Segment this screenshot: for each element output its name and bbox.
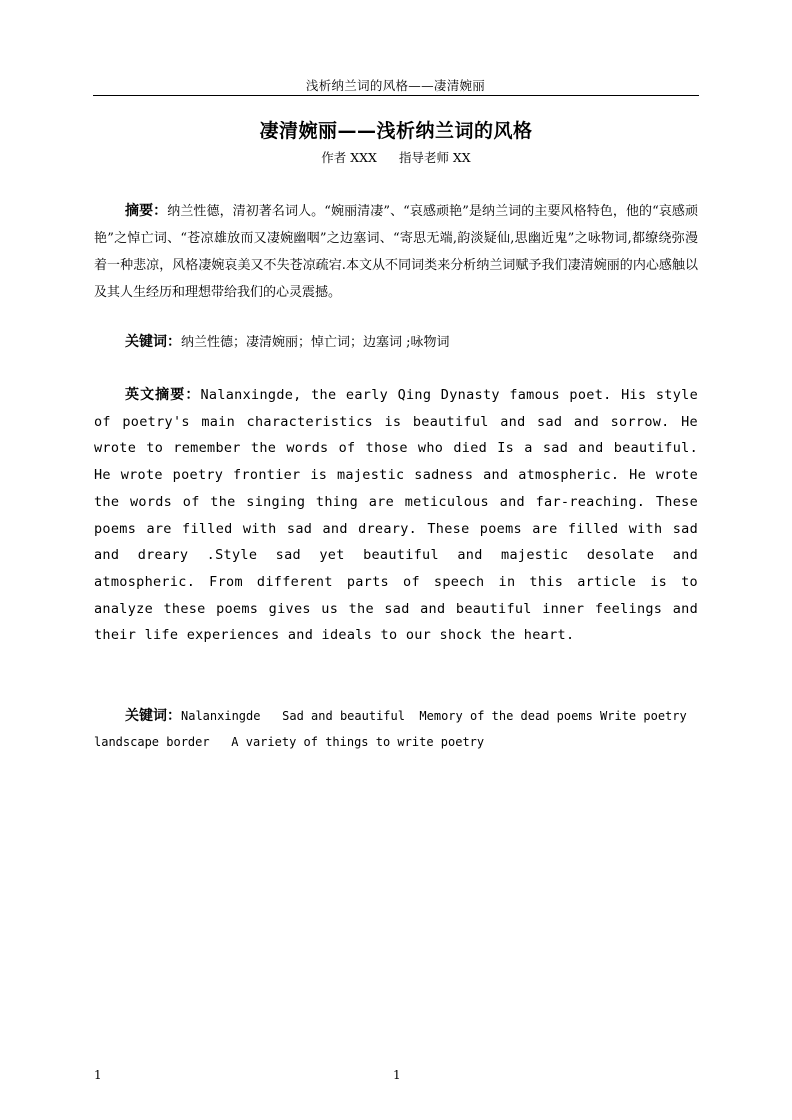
author: 作者 XXX xyxy=(321,150,377,165)
english-keywords xyxy=(94,703,698,755)
page-number: 1 xyxy=(393,1068,401,1082)
english-abstract-text: Nalanxingde, the early Qing Dynasty famous poet. His style of poetry's main characteristics is beautiful and sad and sorrow. He wrote to remember the words of those who died Is a sad and beautiful. He wrote poetry frontier is majestic sadness and atmospheric. He wrote the words of the singing thing are meticulous and far-reaching. These poems are filled with sad and dreary. These poems are filled with sad and dreary .Style sad yet beautiful and majestic desolate and atmospheric. From different parts of speech in this article is to analyze these poems gives us the sad and beautiful inner feelings and their life experiences and ideals to our shock the heart. xyxy=(94,387,699,644)
header-divider xyxy=(93,95,699,96)
running-header: 浅析纳兰词的风格——凄清婉丽 xyxy=(305,78,486,93)
chinese-keywords-label: 关键词： xyxy=(125,334,181,350)
english-abstract-label: 英文摘要： xyxy=(125,387,201,403)
byline xyxy=(93,148,699,166)
chinese-keywords xyxy=(94,330,698,355)
chinese-abstract-label: 摘要： xyxy=(125,203,168,219)
english-abstract xyxy=(94,382,698,649)
english-keywords-text: Nalanxingde Sad and beautiful Memory of the dead poems Write poetry landscape border A variety of things to write poetry xyxy=(94,709,694,749)
english-keywords-label: 关键词： xyxy=(125,708,181,724)
chinese-keywords-text: 纳兰性德；凄清婉丽；悼亡词；边塞词 ;咏物词 xyxy=(181,335,450,350)
chinese-abstract-text: 纳兰性德，清初著名词人。“婉丽清凄”、“哀感顽艳”是纳兰词的主要风格特色，他的“哀感顽艳”之悼亡词、“苍凉雄放而又凄婉幽咽”之边塞词、“寄思无端,韵淡疑仙,思幽近鬼”之咏物词,都缭绕弥漫着一种悲凉，风格凄婉哀美又不失苍凉疏宕.本文从不同词类来分析纳兰词赋予我们凄清婉丽的内心感触以及其人生经历和理想带给我们的心灵震撼。 xyxy=(94,204,699,300)
paper-title: 凄清婉丽——浅析纳兰词的风格 xyxy=(259,120,533,142)
chinese-abstract xyxy=(94,198,698,306)
footer-left-mark: 1 xyxy=(94,1068,102,1082)
advisor: 指导老师 XX xyxy=(398,150,471,165)
